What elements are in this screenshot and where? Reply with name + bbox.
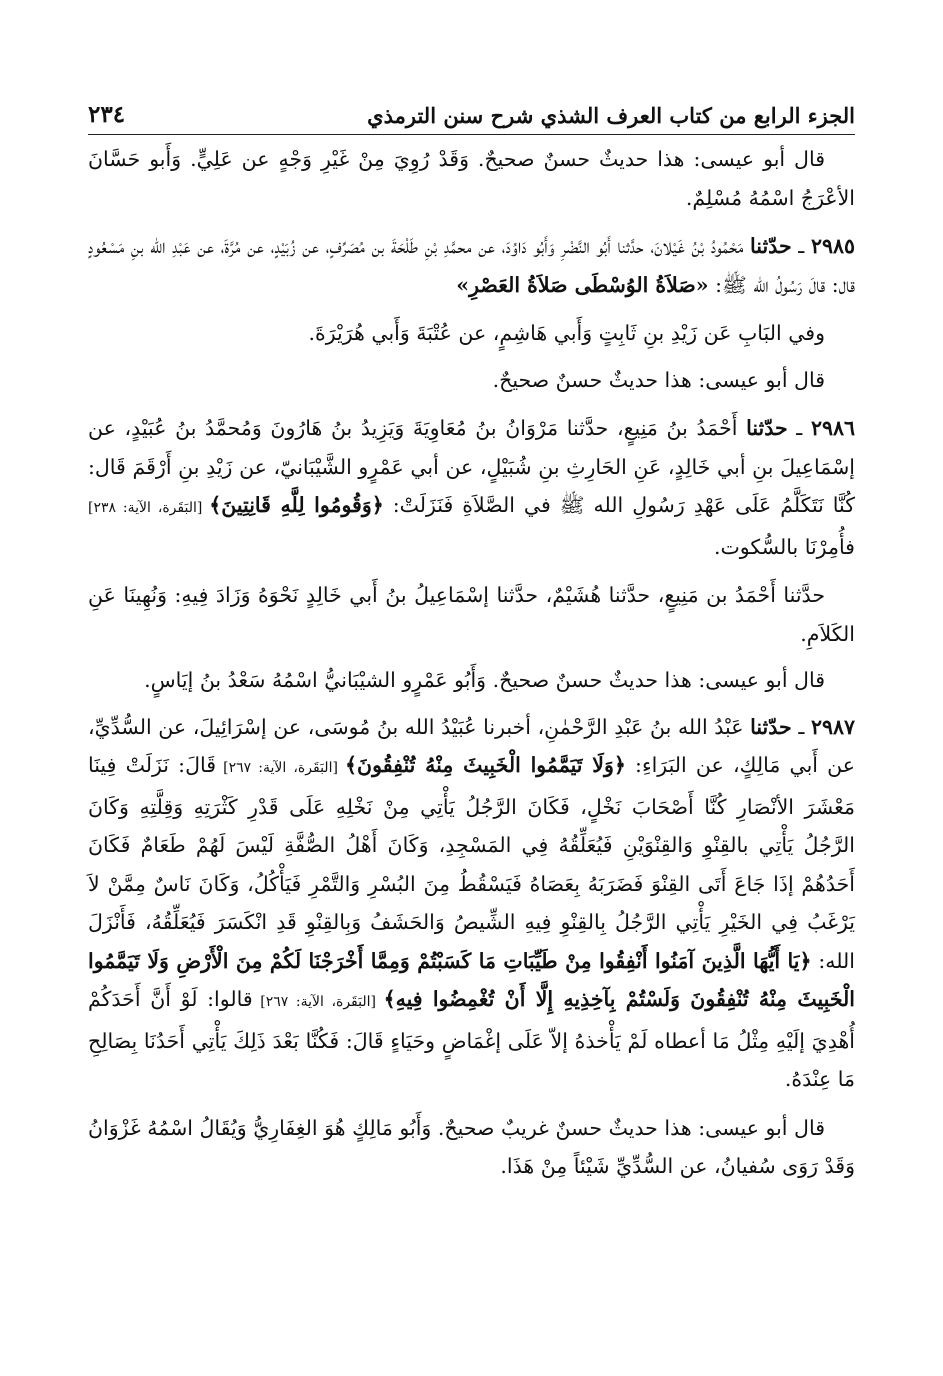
hadith-text: مَحْمُودُ بْنُ غَيْلانَ، حدَّثنا أَبُو النَّضْرِ وَأَبُو دَاوُدَ، عن محمَّدِ بْنِ طَلْحَةَ بن مُصَرِّفٍ، عن زُبَيْدٍ، عن مُرَّةَ، عن عَبْدِ الله بنِ مَسْعُودٍ قال: قالَ رَسُولُ الله ﷺ:	[88, 234, 855, 297]
hadith-text: قَالَ: نَزَلَتْ فِينَا مَعْشَرَ الأنْصَارِ كُنَّا أَصْحَابَ نَخْلٍ، فَكَانَ الرَّجُلُ يَأْتِي مِنْ نَخْلِهِ عَلَى قَدْرِ كَثْرَتِهِ وَقِلَّتِهِ وَكَانَ الرَّجُلُ يَأْتِي بالقِنْوِ وَالقِنْوَيْنِ فَيُعَلِّقُهُ فِي المَسْجِدِ، وَكَانَ أَهْلُ الصُّفَّةِ لَيْسَ لَهُمْ طَعَامٌ فَكَانَ أَحَدُهُمْ إذَا جَاعَ أَتَى القِنْوَ فَضَرَبَهُ بِعَصَاهُ فَيَسْقُطُ مِنَ البُسْرِ وَالتَّمْرِ فَيَأْكُلُ، وَكَانَ نَاسٌ مِمَّنْ لاَ يَرْغَبُ فِي الخَيْرِ يَأْتِي الرَّجُلُ بِالقِنْوِ فِيهِ الشِّيصُ وَالحَشَفُ وَبِالقِنْوِ قَدِ انْكَسَرَ فَيُعَلِّقُهُ، فَأَنْزَلَ الله:	[88, 753, 855, 973]
hadith-2985	[88, 227, 855, 304]
paragraph-text: قال أبو عيسى: هذا حديثٌ حسنٌ صحيحٌ. وَأَبُو عَمْرٍو الشيْبَانيُّ اسْمُهُ سَعْدُ بنُ إيَاسٍ.	[144, 668, 825, 692]
commentary-paragraph	[88, 1109, 855, 1186]
hadith-2987	[88, 708, 855, 1099]
haddathana-word: حدّثنا	[746, 416, 788, 440]
commentary-paragraph	[88, 140, 855, 217]
paragraph-text: قال أبو عيسى: هذا حديثٌ حسنٌ غريبٌ صحيحٌ. وَأَبُو مَالِكٍ هُوَ الغِفَارِيُّ وَيُقَالُ اسْمُهُ غَزْوَانُ وَقَدْ رَوَى سُفيانُ، عن السُّدِّيِّ شَيْئاً مِنْ هَذَا.	[88, 1115, 855, 1178]
hadith-number: ٢٩٨٥	[810, 234, 855, 258]
paragraph-text: وفي البَابِ عَن زَيْدِ بنِ ثَابِتٍ وَأَبي هَاشِمٍ، عن عُتْبَةَ وَأَبي هُرَيْرَةَ.	[308, 321, 825, 345]
commentary-paragraph	[88, 661, 855, 700]
haddathana-word: حدّثنا	[750, 234, 792, 258]
hadith-number: ٢٩٨٦	[810, 416, 855, 440]
commentary-paragraph	[88, 314, 855, 353]
hadith-text: أَحْمَدُ بنُ مَنِيعٍ، حدَّثنا مَرْوَانُ بنُ مُعَاوِيَةَ وَيَزِيدُ بنُ هَارُونَ وَمُحمَّدُ بنُ عُبَيْدٍ، عن إسْمَاعِيلَ بنِ أبي خَالِدٍ، عَنِ الحَارِثِ بنِ شُبَيْلٍ، عن أبي عَمْرٍو الشَّيْبَانيّ، عن زَيْدِ بنِ أَرْقَمَ قَال: كُنَّا نَتَكَلَّمُ عَلَى عَهْدِ رَسُولِ الله ﷺ في الصَّلاَةِ فَنَزَلَتْ:	[88, 416, 855, 517]
commentary-paragraph	[88, 361, 855, 400]
verse-reference: [البَقَرة، الآية: ٢٦٧]	[252, 994, 384, 1010]
hadith-number: ٢٩٨٧	[810, 714, 855, 739]
quran-verse: ﴿يَا أَيُّهَا الَّذِينَ آمَنُوا أَنْفِقُوا مِنْ طَيِّبَاتِ مَا كَسَبْتُمْ وَمِمَّا أَخْرَجْنَا لَكُمْ مِنَ الْأَرْضِ وَلَا تَيَمَّمُوا الْخَبِيثَ مِنْهُ تُنْفِقُونَ وَلَسْتُمْ بِآخِذِيهِ إِلَّا أَنْ تُغْمِضُوا فِيهِ﴾	[88, 948, 855, 1011]
running-title: الجزء الرابع من كتاب العرف الشذي شرح سنن الترمذي	[367, 103, 855, 128]
page-header	[88, 80, 855, 135]
hadith-chain-paragraph	[88, 576, 855, 653]
verse-reference: [البَقَرة، الآية: ٢٦٧]	[216, 760, 346, 776]
hadith-dash: ـ	[791, 714, 811, 739]
haddathana-word: حدّثنا	[750, 714, 792, 739]
hadith-text: عَبْدُ الله بنُ عَبْدِ الرَّحْمٰنِ، أخبرنا عُبَيْدُ الله بنُ مُوسَى، عن إسْرَائِيلَ، عن السُّدِّيِّ، عن أَبي مَالِكٍ، عن البَرَاءِ:	[88, 714, 855, 777]
quran-verse: ﴿وَقُومُوا لِلَّهِ قَانِتِينَ﴾	[209, 493, 384, 517]
hadith-dash: ـ	[791, 234, 811, 258]
quran-verse: ﴿وَلَا تَيَمَّمُوا الْخَبِيثَ مِنْهُ تُنْفِقُونَ﴾	[345, 753, 626, 777]
hadith-dash: ـ	[787, 416, 811, 440]
hadith-2986	[88, 409, 855, 566]
paragraph-text: حدَّثنا أَحْمَدُ بن مَنِيعٍ، حدَّثنا هُشَيْمٌ، حدَّثنا إسْمَاعِيلُ بنُ أَبي خَالِدٍ نَحْوَهُ وَزَادَ فِيهِ: وَنُهِينَا عَنِ الكَلاَمِ.	[88, 583, 855, 646]
page-body	[88, 140, 855, 1336]
hadith-tail: فأُمِرْنَا بالسُّكوت.	[713, 534, 855, 559]
hadith-text: قالوا: لَوْ أَنَّ أَحَدَكُمْ أُهْدِيَ إلَيْهِ مِثْلُ مَا أعطاه لَمْ يَأْخذهُ إلاّ عَلَى إغْمَاضٍ وحَيَاءٍ قَالَ: فَكُنَّا بَعْدَ ذَلِكَ يَأْتِي أَحَدُنَا بِصَالِحِ مَا عِنْدَهُ.	[88, 987, 855, 1091]
page-number: ٢٣٤	[88, 101, 126, 128]
paragraph-text: قال أبو عيسى: هذا حديثٌ حسنٌ صحيحٌ.	[492, 367, 825, 392]
paragraph-text: قال أبو عيسى: هذا حديثٌ حسنٌ صحيحٌ. وَقَدْ رُوِيَ مِنْ غَيْرِ وَجْهٍ عن عَلِيٍّ. وَأَبو حَسَّانَ الأعْرَجُ اسْمُهُ مُسْلِمٌ.	[88, 147, 855, 210]
verse-reference: [البَقَرة، الآية: ٢٣٨]	[88, 500, 210, 516]
prophetic-quote: «صَلاَةُ الوُسْطَى صَلاَةُ العَصْرِ»	[456, 272, 709, 297]
